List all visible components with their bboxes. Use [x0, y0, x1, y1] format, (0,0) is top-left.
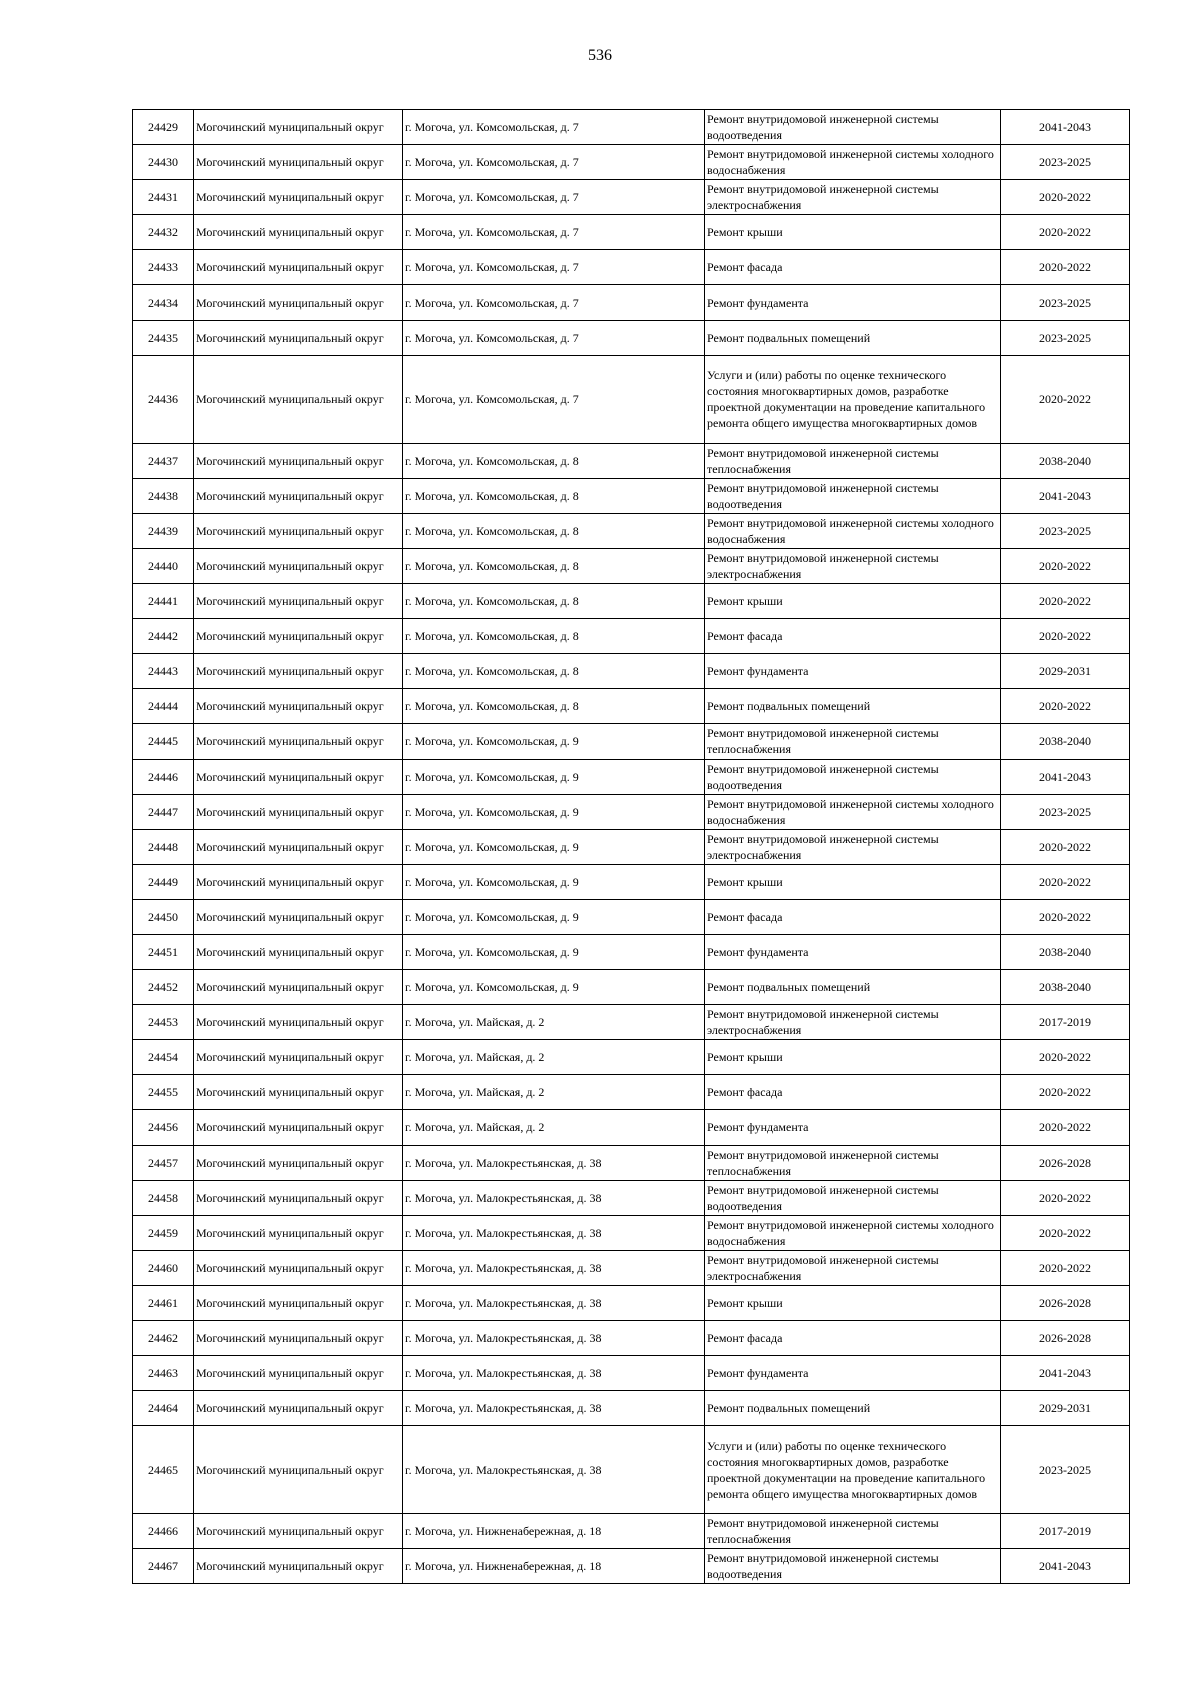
municipal-area-cell: Могочинский муниципальный округ — [194, 864, 403, 899]
table-row — [133, 1145, 1130, 1180]
period-cell: 2020-2022 — [1001, 250, 1130, 285]
address-cell: г. Могоча, ул. Малокрестьянская, д. 38 — [403, 1285, 705, 1320]
municipal-area-cell: Могочинский муниципальный округ — [194, 215, 403, 250]
table-row — [133, 934, 1130, 969]
table-row — [133, 899, 1130, 934]
row-number-cell: 24453 — [133, 1005, 194, 1040]
municipal-area-cell: Могочинский муниципальный округ — [194, 1075, 403, 1110]
table-row — [133, 1250, 1130, 1285]
table-row — [133, 1356, 1130, 1391]
work-type-cell: Ремонт подвальных помещений — [705, 689, 1001, 724]
municipal-area-cell: Могочинский муниципальный округ — [194, 689, 403, 724]
period-cell: 2020-2022 — [1001, 829, 1130, 864]
table-row — [133, 145, 1130, 180]
period-cell: 2023-2025 — [1001, 1426, 1130, 1514]
municipal-area-cell: Могочинский муниципальный округ — [194, 1215, 403, 1250]
row-number-cell: 24437 — [133, 443, 194, 478]
municipal-area-cell: Могочинский муниципальный округ — [194, 1514, 403, 1549]
period-cell: 2038-2040 — [1001, 443, 1130, 478]
table-row — [133, 1110, 1130, 1145]
period-cell: 2017-2019 — [1001, 1514, 1130, 1549]
municipal-area-cell: Могочинский муниципальный округ — [194, 250, 403, 285]
municipal-area-cell: Могочинский муниципальный округ — [194, 724, 403, 759]
period-cell: 2020-2022 — [1001, 1180, 1130, 1215]
address-cell: г. Могоча, ул. Комсомольская, д. 8 — [403, 619, 705, 654]
row-number-cell: 24444 — [133, 689, 194, 724]
period-cell: 2041-2043 — [1001, 110, 1130, 145]
table-row — [133, 443, 1130, 478]
work-type-cell: Ремонт фундамента — [705, 1110, 1001, 1145]
work-type-cell: Ремонт внутридомовой инженерной системы теплоснабжения — [705, 443, 1001, 478]
row-number-cell: 24449 — [133, 864, 194, 899]
table-row — [133, 1215, 1130, 1250]
period-cell: 2023-2025 — [1001, 285, 1130, 320]
address-cell: г. Могоча, ул. Майская, д. 2 — [403, 1040, 705, 1075]
row-number-cell: 24442 — [133, 619, 194, 654]
row-number-cell: 24433 — [133, 250, 194, 285]
work-type-cell: Ремонт внутридомовой инженерной системы теплоснабжения — [705, 1514, 1001, 1549]
period-cell: 2020-2022 — [1001, 899, 1130, 934]
address-cell: г. Могоча, ул. Комсомольская, д. 9 — [403, 970, 705, 1005]
row-number-cell: 24465 — [133, 1426, 194, 1514]
municipal-area-cell: Могочинский муниципальный округ — [194, 1391, 403, 1426]
period-cell: 2038-2040 — [1001, 724, 1130, 759]
work-type-cell: Ремонт внутридомовой инженерной системы теплоснабжения — [705, 1145, 1001, 1180]
page-number: 536 — [588, 47, 612, 64]
work-type-cell: Ремонт внутридомовой инженерной системы теплоснабжения — [705, 724, 1001, 759]
work-type-cell: Ремонт фасада — [705, 619, 1001, 654]
address-cell: г. Могоча, ул. Комсомольская, д. 8 — [403, 443, 705, 478]
row-number-cell: 24432 — [133, 215, 194, 250]
row-number-cell: 24459 — [133, 1215, 194, 1250]
period-cell: 2026-2028 — [1001, 1145, 1130, 1180]
work-type-cell: Ремонт крыши — [705, 864, 1001, 899]
table-row — [133, 724, 1130, 759]
municipal-area-cell: Могочинский муниципальный округ — [194, 619, 403, 654]
municipal-area-cell: Могочинский муниципальный округ — [194, 829, 403, 864]
row-number-cell: 24463 — [133, 1356, 194, 1391]
row-number-cell: 24461 — [133, 1285, 194, 1320]
period-cell: 2020-2022 — [1001, 1040, 1130, 1075]
period-cell: 2020-2022 — [1001, 619, 1130, 654]
address-cell: г. Могоча, ул. Малокрестьянская, д. 38 — [403, 1180, 705, 1215]
work-type-cell: Ремонт внутридомовой инженерной системы водоотведения — [705, 478, 1001, 513]
row-number-cell: 24446 — [133, 759, 194, 794]
work-type-cell: Услуги и (или) работы по оценке технического состояния многоквартирных домов, разработке проектной документации на проведение капитального ремонта общего имущества многоквартирных домов — [705, 1426, 1001, 1514]
address-cell: г. Могоча, ул. Комсомольская, д. 8 — [403, 689, 705, 724]
work-type-cell: Ремонт внутридомовой инженерной системы водоотведения — [705, 110, 1001, 145]
work-type-cell: Ремонт фундамента — [705, 1356, 1001, 1391]
table-row — [133, 654, 1130, 689]
work-type-cell: Ремонт крыши — [705, 584, 1001, 619]
row-number-cell: 24456 — [133, 1110, 194, 1145]
municipal-area-cell: Могочинский муниципальный округ — [194, 145, 403, 180]
municipal-area-cell: Могочинский муниципальный округ — [194, 1250, 403, 1285]
work-type-cell: Ремонт фасада — [705, 250, 1001, 285]
row-number-cell: 24443 — [133, 654, 194, 689]
period-cell: 2020-2022 — [1001, 355, 1130, 443]
period-cell: 2026-2028 — [1001, 1285, 1130, 1320]
address-cell: г. Могоча, ул. Комсомольская, д. 9 — [403, 724, 705, 759]
period-cell: 2041-2043 — [1001, 759, 1130, 794]
municipal-area-cell: Могочинский муниципальный округ — [194, 654, 403, 689]
table-row — [133, 110, 1130, 145]
table-row — [133, 689, 1130, 724]
address-cell: г. Могоча, ул. Комсомольская, д. 8 — [403, 654, 705, 689]
row-number-cell: 24458 — [133, 1180, 194, 1215]
table-row — [133, 759, 1130, 794]
work-type-cell: Ремонт подвальных помещений — [705, 970, 1001, 1005]
table-row — [133, 1321, 1130, 1356]
address-cell: г. Могоча, ул. Комсомольская, д. 8 — [403, 548, 705, 583]
address-cell: г. Могоча, ул. Малокрестьянская, д. 38 — [403, 1426, 705, 1514]
address-cell: г. Могоча, ул. Комсомольская, д. 7 — [403, 215, 705, 250]
period-cell: 2020-2022 — [1001, 864, 1130, 899]
address-cell: г. Могоча, ул. Малокрестьянская, д. 38 — [403, 1391, 705, 1426]
address-cell: г. Могоча, ул. Нижненабережная, д. 18 — [403, 1549, 705, 1584]
period-cell: 2041-2043 — [1001, 478, 1130, 513]
period-cell: 2026-2028 — [1001, 1321, 1130, 1356]
table-row — [133, 970, 1130, 1005]
work-type-cell: Ремонт внутридомовой инженерной системы электроснабжения — [705, 548, 1001, 583]
address-cell: г. Могоча, ул. Комсомольская, д. 7 — [403, 180, 705, 215]
municipal-area-cell: Могочинский муниципальный округ — [194, 548, 403, 583]
municipal-area-cell: Могочинский муниципальный округ — [194, 1180, 403, 1215]
municipal-area-cell: Могочинский муниципальный округ — [194, 794, 403, 829]
period-cell: 2023-2025 — [1001, 145, 1130, 180]
row-number-cell: 24429 — [133, 110, 194, 145]
work-type-cell: Ремонт фасада — [705, 1075, 1001, 1110]
work-type-cell: Ремонт крыши — [705, 1285, 1001, 1320]
address-cell: г. Могоча, ул. Майская, д. 2 — [403, 1075, 705, 1110]
row-number-cell: 24448 — [133, 829, 194, 864]
municipal-area-cell: Могочинский муниципальный округ — [194, 1549, 403, 1584]
work-type-cell: Ремонт внутридомовой инженерной системы электроснабжения — [705, 1250, 1001, 1285]
address-cell: г. Могоча, ул. Комсомольская, д. 8 — [403, 513, 705, 548]
row-number-cell: 24431 — [133, 180, 194, 215]
table-row — [133, 513, 1130, 548]
work-type-cell: Ремонт внутридомовой инженерной системы водоотведения — [705, 1549, 1001, 1584]
row-number-cell: 24441 — [133, 584, 194, 619]
address-cell: г. Могоча, ул. Комсомольская, д. 9 — [403, 864, 705, 899]
table-row — [133, 619, 1130, 654]
period-cell: 2020-2022 — [1001, 1075, 1130, 1110]
work-type-cell: Ремонт фундамента — [705, 934, 1001, 969]
row-number-cell: 24439 — [133, 513, 194, 548]
address-cell: г. Могоча, ул. Комсомольская, д. 7 — [403, 250, 705, 285]
table-row — [133, 355, 1130, 443]
address-cell: г. Могоча, ул. Комсомольская, д. 9 — [403, 829, 705, 864]
work-type-cell: Ремонт подвальных помещений — [705, 320, 1001, 355]
work-type-cell: Ремонт подвальных помещений — [705, 1391, 1001, 1426]
row-number-cell: 24430 — [133, 145, 194, 180]
address-cell: г. Могоча, ул. Малокрестьянская, д. 38 — [403, 1215, 705, 1250]
municipal-area-cell: Могочинский муниципальный округ — [194, 443, 403, 478]
row-number-cell: 24460 — [133, 1250, 194, 1285]
municipal-area-cell: Могочинский муниципальный округ — [194, 1005, 403, 1040]
work-type-cell: Ремонт внутридомовой инженерной системы водоотведения — [705, 759, 1001, 794]
work-type-cell: Ремонт внутридомовой инженерной системы холодного водоснабжения — [705, 794, 1001, 829]
municipal-area-cell: Могочинский муниципальный округ — [194, 180, 403, 215]
work-type-cell: Ремонт внутридомовой инженерной системы холодного водоснабжения — [705, 1215, 1001, 1250]
row-number-cell: 24435 — [133, 320, 194, 355]
work-type-cell: Ремонт фасада — [705, 899, 1001, 934]
table-row — [133, 285, 1130, 320]
address-cell: г. Могоча, ул. Комсомольская, д. 7 — [403, 110, 705, 145]
table-row — [133, 829, 1130, 864]
row-number-cell: 24457 — [133, 1145, 194, 1180]
municipal-area-cell: Могочинский муниципальный округ — [194, 1110, 403, 1145]
period-cell: 2020-2022 — [1001, 180, 1130, 215]
address-cell: г. Могоча, ул. Комсомольская, д. 8 — [403, 584, 705, 619]
address-cell: г. Могоча, ул. Малокрестьянская, д. 38 — [403, 1250, 705, 1285]
municipal-area-cell: Могочинский муниципальный округ — [194, 1145, 403, 1180]
municipal-area-cell: Могочинский муниципальный округ — [194, 355, 403, 443]
municipal-area-cell: Могочинский муниципальный округ — [194, 1285, 403, 1320]
row-number-cell: 24455 — [133, 1075, 194, 1110]
address-cell: г. Могоча, ул. Майская, д. 2 — [403, 1110, 705, 1145]
row-number-cell: 24462 — [133, 1321, 194, 1356]
table-row — [133, 794, 1130, 829]
table-row — [133, 1285, 1130, 1320]
address-cell: г. Могоча, ул. Малокрестьянская, д. 38 — [403, 1356, 705, 1391]
period-cell: 2038-2040 — [1001, 970, 1130, 1005]
work-type-cell: Ремонт внутридомовой инженерной системы электроснабжения — [705, 1005, 1001, 1040]
table-row — [133, 1426, 1130, 1514]
period-cell: 2020-2022 — [1001, 584, 1130, 619]
municipal-area-cell: Могочинский муниципальный округ — [194, 285, 403, 320]
municipal-area-cell: Могочинский муниципальный округ — [194, 513, 403, 548]
table-row — [133, 250, 1130, 285]
municipal-area-cell: Могочинский муниципальный округ — [194, 110, 403, 145]
row-number-cell: 24467 — [133, 1549, 194, 1584]
period-cell: 2020-2022 — [1001, 548, 1130, 583]
work-type-cell: Ремонт внутридомовой инженерной системы электроснабжения — [705, 829, 1001, 864]
table-row — [133, 320, 1130, 355]
municipal-area-cell: Могочинский муниципальный округ — [194, 899, 403, 934]
table-body — [133, 110, 1130, 1584]
row-number-cell: 24438 — [133, 478, 194, 513]
address-cell: г. Могоча, ул. Нижненабережная, д. 18 — [403, 1514, 705, 1549]
period-cell: 2041-2043 — [1001, 1549, 1130, 1584]
period-cell: 2041-2043 — [1001, 1356, 1130, 1391]
table-row — [133, 215, 1130, 250]
row-number-cell: 24434 — [133, 285, 194, 320]
address-cell: г. Могоча, ул. Майская, д. 2 — [403, 1005, 705, 1040]
work-type-cell: Ремонт внутридомовой инженерной системы водоотведения — [705, 1180, 1001, 1215]
row-number-cell: 24466 — [133, 1514, 194, 1549]
municipal-area-cell: Могочинский муниципальный округ — [194, 320, 403, 355]
address-cell: г. Могоча, ул. Комсомольская, д. 9 — [403, 899, 705, 934]
municipal-area-cell: Могочинский муниципальный округ — [194, 759, 403, 794]
work-type-cell: Ремонт внутридомовой инженерной системы электроснабжения — [705, 180, 1001, 215]
table-row — [133, 478, 1130, 513]
work-type-cell: Ремонт крыши — [705, 1040, 1001, 1075]
work-type-cell: Услуги и (или) работы по оценке технического состояния многоквартирных домов, разработке проектной документации на проведение капитального ремонта общего имущества многоквартирных домов — [705, 355, 1001, 443]
table-row — [133, 864, 1130, 899]
address-cell: г. Могоча, ул. Комсомольская, д. 8 — [403, 478, 705, 513]
work-type-cell: Ремонт фундамента — [705, 285, 1001, 320]
table-row — [133, 1005, 1130, 1040]
municipal-area-cell: Могочинский муниципальный округ — [194, 584, 403, 619]
row-number-cell: 24440 — [133, 548, 194, 583]
period-cell: 2038-2040 — [1001, 934, 1130, 969]
address-cell: г. Могоча, ул. Комсомольская, д. 9 — [403, 794, 705, 829]
municipal-area-cell: Могочинский муниципальный округ — [194, 1321, 403, 1356]
period-cell: 2020-2022 — [1001, 1215, 1130, 1250]
address-cell: г. Могоча, ул. Малокрестьянская, д. 38 — [403, 1321, 705, 1356]
table-row — [133, 1040, 1130, 1075]
table-row — [133, 1514, 1130, 1549]
table-row — [133, 1180, 1130, 1215]
period-cell: 2020-2022 — [1001, 689, 1130, 724]
municipal-area-cell: Могочинский муниципальный округ — [194, 1040, 403, 1075]
row-number-cell: 24452 — [133, 970, 194, 1005]
address-cell: г. Могоча, ул. Комсомольская, д. 9 — [403, 759, 705, 794]
municipal-area-cell: Могочинский муниципальный округ — [194, 970, 403, 1005]
period-cell: 2023-2025 — [1001, 320, 1130, 355]
work-type-cell: Ремонт крыши — [705, 215, 1001, 250]
address-cell: г. Могоча, ул. Комсомольская, д. 7 — [403, 145, 705, 180]
table-row — [133, 180, 1130, 215]
table-row — [133, 1549, 1130, 1584]
period-cell: 2020-2022 — [1001, 1110, 1130, 1145]
address-cell: г. Могоча, ул. Комсомольская, д. 7 — [403, 355, 705, 443]
period-cell: 2020-2022 — [1001, 215, 1130, 250]
period-cell: 2023-2025 — [1001, 513, 1130, 548]
address-cell: г. Могоча, ул. Малокрестьянская, д. 38 — [403, 1145, 705, 1180]
municipal-area-cell: Могочинский муниципальный округ — [194, 1426, 403, 1514]
municipal-area-cell: Могочинский муниципальный округ — [194, 934, 403, 969]
municipal-area-cell: Могочинский муниципальный округ — [194, 478, 403, 513]
work-type-cell: Ремонт фундамента — [705, 654, 1001, 689]
row-number-cell: 24454 — [133, 1040, 194, 1075]
work-type-cell: Ремонт внутридомовой инженерной системы холодного водоснабжения — [705, 513, 1001, 548]
work-type-cell: Ремонт фасада — [705, 1321, 1001, 1356]
address-cell: г. Могоча, ул. Комсомольская, д. 9 — [403, 934, 705, 969]
row-number-cell: 24447 — [133, 794, 194, 829]
municipal-area-cell: Могочинский муниципальный округ — [194, 1356, 403, 1391]
period-cell: 2029-2031 — [1001, 654, 1130, 689]
table-row — [133, 548, 1130, 583]
table-row — [133, 1075, 1130, 1110]
row-number-cell: 24445 — [133, 724, 194, 759]
work-type-cell: Ремонт внутридомовой инженерной системы холодного водоснабжения — [705, 145, 1001, 180]
repair-schedule-table — [132, 109, 1130, 1584]
address-cell: г. Могоча, ул. Комсомольская, д. 7 — [403, 320, 705, 355]
period-cell: 2023-2025 — [1001, 794, 1130, 829]
period-cell: 2029-2031 — [1001, 1391, 1130, 1426]
row-number-cell: 24436 — [133, 355, 194, 443]
address-cell: г. Могоча, ул. Комсомольская, д. 7 — [403, 285, 705, 320]
table-row — [133, 1391, 1130, 1426]
row-number-cell: 24451 — [133, 934, 194, 969]
period-cell: 2017-2019 — [1001, 1005, 1130, 1040]
row-number-cell: 24464 — [133, 1391, 194, 1426]
table-row — [133, 584, 1130, 619]
period-cell: 2020-2022 — [1001, 1250, 1130, 1285]
row-number-cell: 24450 — [133, 899, 194, 934]
